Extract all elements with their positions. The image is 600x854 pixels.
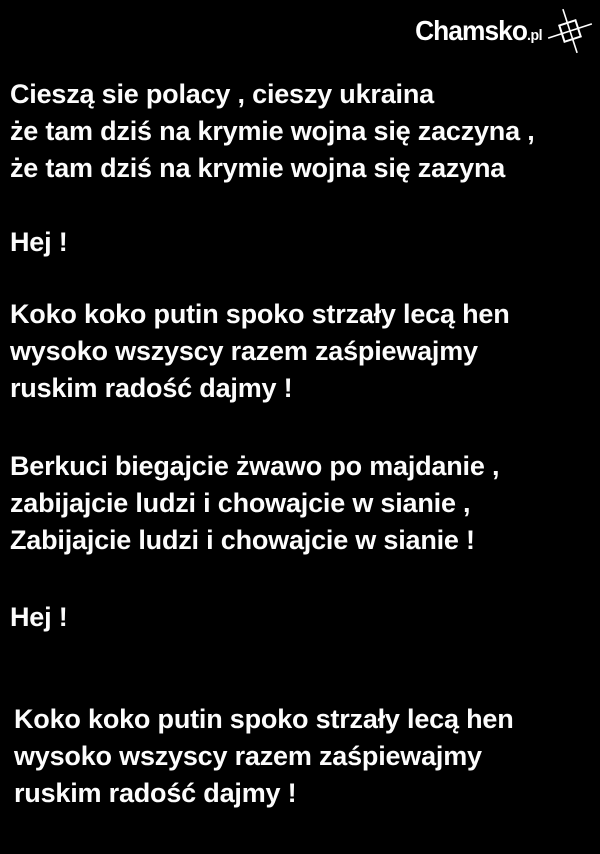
lyric-line: ruskim radość dajmy ! (10, 373, 293, 403)
site-logo (407, 6, 594, 56)
lyric-line: Berkuci biegajcie żwawo po majdanie , (10, 451, 500, 481)
crosshair-grid-icon (546, 6, 594, 56)
stanza-hej-2 (10, 599, 68, 636)
lyric-line: ruskim radość dajmy ! (14, 778, 297, 808)
lyric-line: Hej ! (10, 602, 68, 632)
stanza-chorus-2 (14, 701, 514, 812)
stanza-verse-1 (10, 76, 535, 187)
lyric-line: Cieszą sie polacy , cieszy ukraina (10, 79, 434, 109)
site-logo-brand: Chamsko (415, 15, 527, 46)
lyric-line: Hej ! (10, 227, 68, 257)
site-logo-text (415, 17, 542, 45)
lyric-line: wysoko wszyscy razem zaśpiewajmy (14, 741, 482, 771)
lyric-line: Zabijajcie ludzi i chowajcie w sianie ! (10, 525, 475, 555)
stanza-hej-1 (10, 224, 68, 261)
stanza-chorus-1 (10, 296, 510, 407)
lyric-line: że tam dziś na krymie wojna się zazyna (10, 153, 506, 183)
site-logo-tld: .pl (526, 27, 542, 44)
lyric-line: wysoko wszyscy razem zaśpiewajmy (10, 336, 478, 366)
lyric-line: Koko koko putin spoko strzały lecą hen (14, 704, 514, 734)
lyric-line: że tam dziś na krymie wojna się zaczyna , (10, 116, 535, 146)
lyric-line: zabijajcie ludzi i chowajcie w sianie , (10, 488, 471, 518)
stanza-verse-2 (10, 448, 499, 559)
lyric-line: Koko koko putin spoko strzały lecą hen (10, 299, 510, 329)
